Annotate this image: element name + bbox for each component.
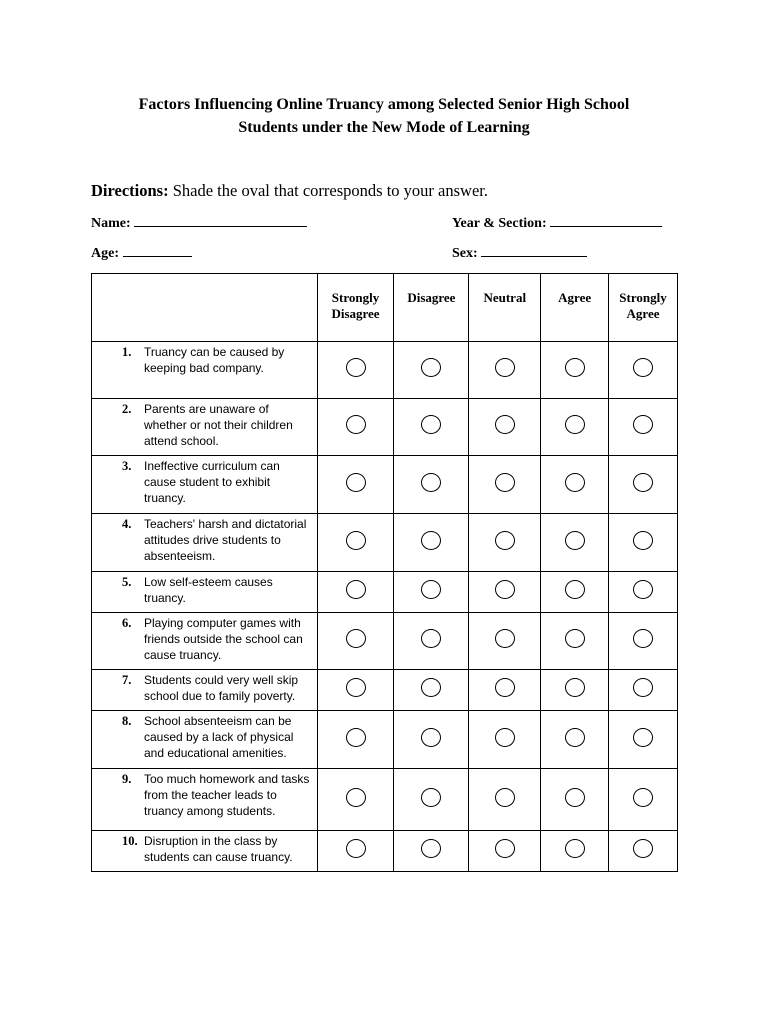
answer-oval-strongly-agree[interactable] — [633, 415, 653, 434]
table-row — [92, 572, 678, 613]
option-cell-agree — [541, 514, 609, 572]
option-cell-agree — [541, 670, 609, 711]
answer-oval-disagree[interactable] — [421, 629, 441, 648]
statement-cell — [92, 711, 318, 769]
option-cell-agree — [541, 613, 609, 670]
item-number: 5. — [122, 575, 132, 589]
answer-oval-neutral[interactable] — [495, 531, 515, 550]
age-field — [91, 244, 192, 262]
option-cell-neutral — [469, 456, 541, 514]
option-cell-strongly-agree — [609, 514, 678, 572]
answer-oval-neutral[interactable] — [495, 839, 515, 858]
answer-oval-strongly-agree[interactable] — [633, 629, 653, 648]
option-cell-disagree — [394, 514, 469, 572]
item-statement: School absenteeism can be caused by a lack of physical and educational amenities. — [144, 714, 294, 760]
answer-oval-neutral[interactable] — [495, 580, 515, 599]
answer-oval-agree[interactable] — [565, 415, 585, 434]
answer-oval-neutral[interactable] — [495, 678, 515, 697]
option-cell-disagree — [394, 456, 469, 514]
answer-oval-strongly-disagree[interactable] — [346, 531, 366, 550]
option-cell-disagree — [394, 670, 469, 711]
item-number: 3. — [122, 459, 132, 473]
option-cell-strongly-agree — [609, 769, 678, 831]
option-cell-disagree — [394, 831, 469, 872]
table-row — [92, 456, 678, 514]
statement-cell — [92, 613, 318, 670]
answer-oval-strongly-disagree[interactable] — [346, 839, 366, 858]
answer-oval-strongly-agree[interactable] — [633, 473, 653, 492]
statement-cell — [92, 456, 318, 514]
age-label: Age: — [91, 246, 119, 261]
item-statement: Too much homework and tasks from the teacher leads to truancy among students. — [144, 772, 310, 818]
name-field — [91, 214, 307, 232]
statement-cell — [92, 670, 318, 711]
answer-oval-strongly-disagree[interactable] — [346, 728, 366, 747]
year-section-field — [452, 214, 662, 232]
table-row — [92, 342, 678, 399]
item-number: 4. — [122, 517, 132, 531]
sex-field — [452, 244, 587, 262]
item-number: 6. — [122, 616, 132, 630]
statement-cell — [92, 399, 318, 456]
answer-oval-strongly-agree[interactable] — [633, 531, 653, 550]
item-number: 8. — [122, 714, 132, 728]
item-statement: Parents are unaware of whether or not their children attend school. — [144, 402, 293, 448]
year-section-blank[interactable] — [550, 214, 662, 227]
table-row — [92, 670, 678, 711]
title-line-2: Students under the New Mode of Learning — [238, 119, 530, 136]
statement-cell — [92, 514, 318, 572]
name-blank[interactable] — [134, 214, 307, 227]
answer-oval-agree[interactable] — [565, 473, 585, 492]
column-header-strongly-disagree: Strongly Disagree — [317, 274, 394, 342]
document-title — [0, 93, 768, 139]
option-cell-agree — [541, 572, 609, 613]
option-cell-disagree — [394, 572, 469, 613]
answer-oval-agree[interactable] — [565, 678, 585, 697]
option-cell-strongly-agree — [609, 613, 678, 670]
item-statement: Playing computer games with friends outside the school can cause truancy. — [144, 616, 303, 662]
directions-label: Directions: — [91, 181, 169, 200]
column-header-neutral: Neutral — [469, 274, 541, 342]
answer-oval-strongly-disagree[interactable] — [346, 473, 366, 492]
table-row — [92, 514, 678, 572]
option-cell-strongly-disagree — [317, 399, 394, 456]
table-row — [92, 769, 678, 831]
year-section-label: Year & Section: — [452, 216, 547, 231]
option-cell-agree — [541, 769, 609, 831]
item-statement: Students could very well skip school due to family poverty. — [144, 673, 299, 703]
answer-oval-agree[interactable] — [565, 358, 585, 377]
answer-oval-disagree[interactable] — [421, 358, 441, 377]
statement-cell — [92, 769, 318, 831]
option-cell-strongly-agree — [609, 456, 678, 514]
item-statement: Ineffective curriculum can cause student to exhibit truancy. — [144, 459, 280, 505]
survey-table — [91, 273, 678, 872]
answer-oval-agree[interactable] — [565, 629, 585, 648]
table-row — [92, 399, 678, 456]
option-cell-strongly-agree — [609, 399, 678, 456]
answer-oval-strongly-agree[interactable] — [633, 358, 653, 377]
answer-oval-strongly-agree[interactable] — [633, 788, 653, 807]
statement-cell — [92, 572, 318, 613]
item-number: 2. — [122, 402, 132, 416]
option-cell-strongly-disagree — [317, 831, 394, 872]
answer-oval-neutral[interactable] — [495, 629, 515, 648]
statement-cell — [92, 342, 318, 399]
answer-oval-disagree[interactable] — [421, 531, 441, 550]
statement-cell — [92, 831, 318, 872]
option-cell-strongly-disagree — [317, 670, 394, 711]
option-cell-disagree — [394, 613, 469, 670]
option-cell-strongly-agree — [609, 342, 678, 399]
answer-oval-neutral[interactable] — [495, 788, 515, 807]
answer-oval-strongly-agree[interactable] — [633, 580, 653, 599]
option-cell-strongly-disagree — [317, 572, 394, 613]
answer-oval-agree[interactable] — [565, 788, 585, 807]
option-cell-disagree — [394, 399, 469, 456]
answer-oval-disagree[interactable] — [421, 415, 441, 434]
answer-oval-agree[interactable] — [565, 728, 585, 747]
option-cell-agree — [541, 342, 609, 399]
directions — [91, 181, 488, 201]
answer-oval-strongly-disagree[interactable] — [346, 629, 366, 648]
item-number: 1. — [122, 345, 132, 359]
column-header-agree: Agree — [541, 274, 609, 342]
statement-header — [92, 274, 318, 342]
item-number: 10. — [122, 834, 138, 848]
answer-oval-disagree[interactable] — [421, 678, 441, 697]
column-header-disagree: Disagree — [394, 274, 469, 342]
option-cell-strongly-agree — [609, 572, 678, 613]
option-cell-disagree — [394, 711, 469, 769]
item-statement: Truancy can be caused by keeping bad company. — [144, 345, 285, 375]
option-cell-agree — [541, 711, 609, 769]
option-cell-neutral — [469, 342, 541, 399]
title-line-1: Factors Influencing Online Truancy among Selected Senior High School — [138, 96, 630, 113]
table-row — [92, 711, 678, 769]
item-statement: Low self-esteem causes truancy. — [144, 575, 273, 605]
answer-oval-strongly-agree[interactable] — [633, 678, 653, 697]
answer-oval-agree[interactable] — [565, 839, 585, 858]
answer-oval-disagree[interactable] — [421, 728, 441, 747]
option-cell-neutral — [469, 613, 541, 670]
sex-label: Sex: — [452, 246, 478, 261]
table-row — [92, 831, 678, 872]
option-cell-strongly-disagree — [317, 342, 394, 399]
answer-oval-strongly-disagree[interactable] — [346, 415, 366, 434]
answer-oval-agree[interactable] — [565, 580, 585, 599]
item-number: 9. — [122, 772, 132, 786]
directions-text: Shade the oval that corresponds to your answer. — [168, 181, 488, 200]
option-cell-neutral — [469, 711, 541, 769]
answer-oval-disagree[interactable] — [421, 473, 441, 492]
option-cell-agree — [541, 399, 609, 456]
option-cell-neutral — [469, 769, 541, 831]
age-blank[interactable] — [123, 244, 192, 257]
option-cell-strongly-disagree — [317, 613, 394, 670]
answer-oval-agree[interactable] — [565, 531, 585, 550]
answer-oval-disagree[interactable] — [421, 580, 441, 599]
option-cell-strongly-disagree — [317, 514, 394, 572]
option-cell-strongly-disagree — [317, 769, 394, 831]
answer-oval-disagree[interactable] — [421, 788, 441, 807]
option-cell-agree — [541, 831, 609, 872]
answer-oval-neutral[interactable] — [495, 358, 515, 377]
option-cell-disagree — [394, 342, 469, 399]
answer-oval-strongly-disagree[interactable] — [346, 358, 366, 377]
table-row — [92, 613, 678, 670]
option-cell-neutral — [469, 831, 541, 872]
answer-oval-strongly-agree[interactable] — [633, 728, 653, 747]
option-cell-strongly-disagree — [317, 711, 394, 769]
item-number: 7. — [122, 673, 132, 687]
answer-oval-disagree[interactable] — [421, 839, 441, 858]
item-statement: Disruption in the class by students can cause truancy. — [144, 834, 293, 864]
option-cell-neutral — [469, 514, 541, 572]
option-cell-agree — [541, 456, 609, 514]
answer-oval-strongly-disagree[interactable] — [346, 580, 366, 599]
answer-oval-strongly-disagree[interactable] — [346, 678, 366, 697]
option-cell-strongly-agree — [609, 831, 678, 872]
option-cell-neutral — [469, 670, 541, 711]
column-header-strongly-agree: Strongly Agree — [609, 274, 678, 342]
answer-oval-strongly-agree[interactable] — [633, 839, 653, 858]
answer-oval-strongly-disagree[interactable] — [346, 788, 366, 807]
option-cell-neutral — [469, 572, 541, 613]
option-cell-strongly-agree — [609, 670, 678, 711]
answer-oval-neutral[interactable] — [495, 415, 515, 434]
option-cell-strongly-agree — [609, 711, 678, 769]
option-cell-strongly-disagree — [317, 456, 394, 514]
header-row — [92, 274, 678, 342]
sex-blank[interactable] — [481, 244, 587, 257]
name-label: Name: — [91, 216, 131, 231]
option-cell-neutral — [469, 399, 541, 456]
answer-oval-neutral[interactable] — [495, 473, 515, 492]
answer-oval-neutral[interactable] — [495, 728, 515, 747]
item-statement: Teachers' harsh and dictatorial attitudes drive students to absenteeism. — [144, 517, 307, 563]
option-cell-disagree — [394, 769, 469, 831]
